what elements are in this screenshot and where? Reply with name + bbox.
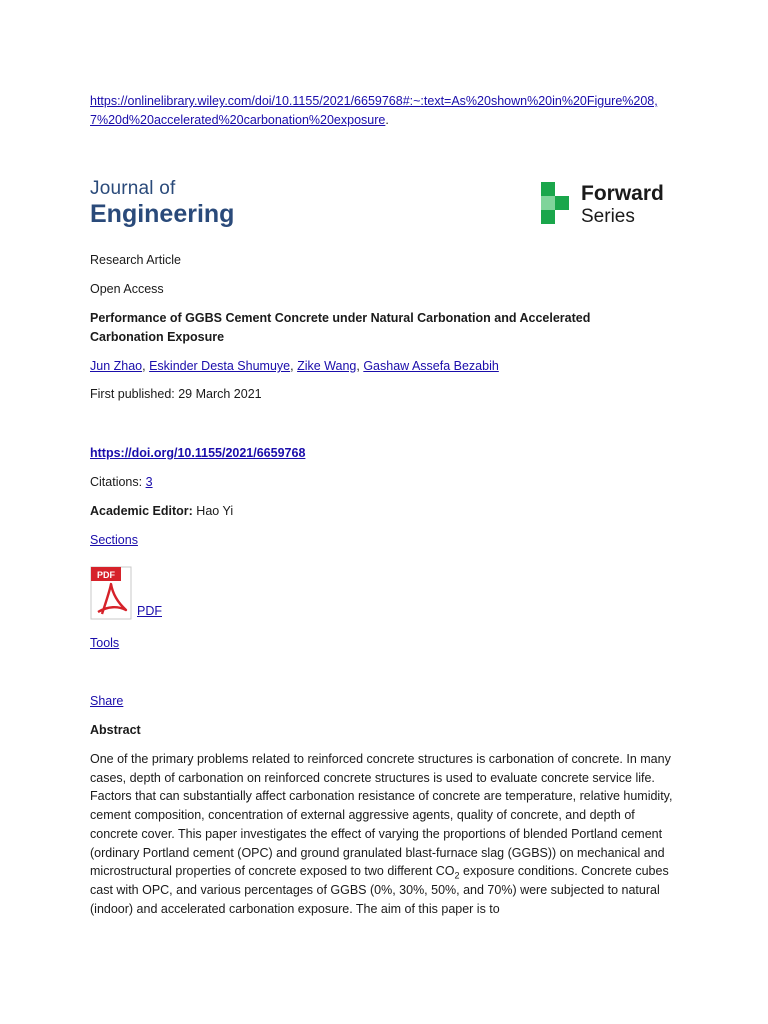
sections-row: [90, 531, 690, 550]
author-separator: ,: [142, 359, 150, 373]
doi-link[interactable]: https://doi.org/10.1155/2021/6659768: [90, 446, 306, 460]
citations-count-link[interactable]: 3: [145, 475, 153, 489]
academic-editor-row: [90, 502, 690, 521]
author-link[interactable]: Jun Zhao: [90, 359, 143, 373]
header-logos: [90, 178, 670, 238]
author-separator: ,: [356, 359, 364, 373]
tools-row: [90, 634, 690, 653]
abstract-text-part1: One of the primary problems related to reinforced concrete structures is carbonation of concrete. In many cases, depth of carbonation on reinforced concrete structures is used to evaluate concrete service life. Factors that can substantially affect carbonation resistance of concrete are temperature, relative humidity, cement composition, concentration of external aggressive agents, quality of concrete, and depth of concrete cover. This paper investigates the effect of varying the proportions of blended Portland cement (ordinary Portland cement (OPC) and ground granulated blast-furnace slag (GGBS)) on mechanical and microstructural properties of concrete exposed to two different CO: [90, 752, 673, 879]
abstract-heading: Abstract: [90, 723, 141, 737]
author-separator: ,: [290, 359, 298, 373]
article-type: Research Article: [90, 253, 182, 267]
pdf-file-icon[interactable]: [90, 566, 132, 620]
source-url-block: [90, 92, 690, 130]
author-link[interactable]: Zike Wang: [297, 359, 357, 373]
share-row: [90, 692, 690, 711]
tools-link[interactable]: Tools: [90, 636, 120, 650]
academic-editor-label: Academic Editor:: [90, 504, 193, 518]
pdf-link[interactable]: PDF: [137, 604, 162, 618]
academic-editor-name: Hao Yi: [192, 504, 234, 518]
forward-logo-line1: Forward: [581, 182, 664, 205]
pdf-icon-label: PDF: [97, 570, 115, 580]
source-url-link-line1[interactable]: https://onlinelibrary.wiley.com/doi/10.1155/2021/6659768#:~:text=As%20shown%20in%20Figure%208,: [90, 94, 658, 108]
access-badge: Open Access: [90, 282, 164, 296]
author-link[interactable]: Eskinder Desta Shumuye: [149, 359, 291, 373]
source-url-link-line2[interactable]: 7%20d%20accelerated%20carbonation%20exposure: [90, 113, 386, 127]
journal-logo: [90, 178, 234, 228]
citations-row: [90, 473, 690, 492]
journal-logo-line1: Journal of: [90, 178, 176, 199]
journal-logo-line2: Engineering: [90, 200, 235, 228]
author-link[interactable]: Gashaw Assefa Bezabih: [363, 359, 499, 373]
forward-series-mark-icon: [541, 182, 571, 228]
source-url-period: .: [385, 113, 389, 127]
author-list: [90, 357, 690, 376]
abstract-text-part2: exposure conditions. Concrete cubes cast with OPC, and various percentages of GGBS (0%, 30%, 50%, and 70%) were subjected to natural (indoor) and accelerated carbonation exposure. The aim of this paper is to: [90, 864, 669, 916]
article-title: Performance of GGBS Cement Concrete under Natural Carbonation and Accelerated Carbonation Exposure: [90, 311, 591, 344]
doi-row: [90, 444, 690, 463]
published-date: First published: 29 March 2021: [90, 387, 262, 401]
co2-subscript: 2: [454, 870, 460, 881]
share-link[interactable]: Share: [90, 694, 124, 708]
abstract-body: [90, 750, 682, 918]
forward-logo-line2: Series: [581, 206, 635, 227]
citations-label: Citations:: [90, 475, 146, 489]
sections-link[interactable]: Sections: [90, 533, 138, 547]
